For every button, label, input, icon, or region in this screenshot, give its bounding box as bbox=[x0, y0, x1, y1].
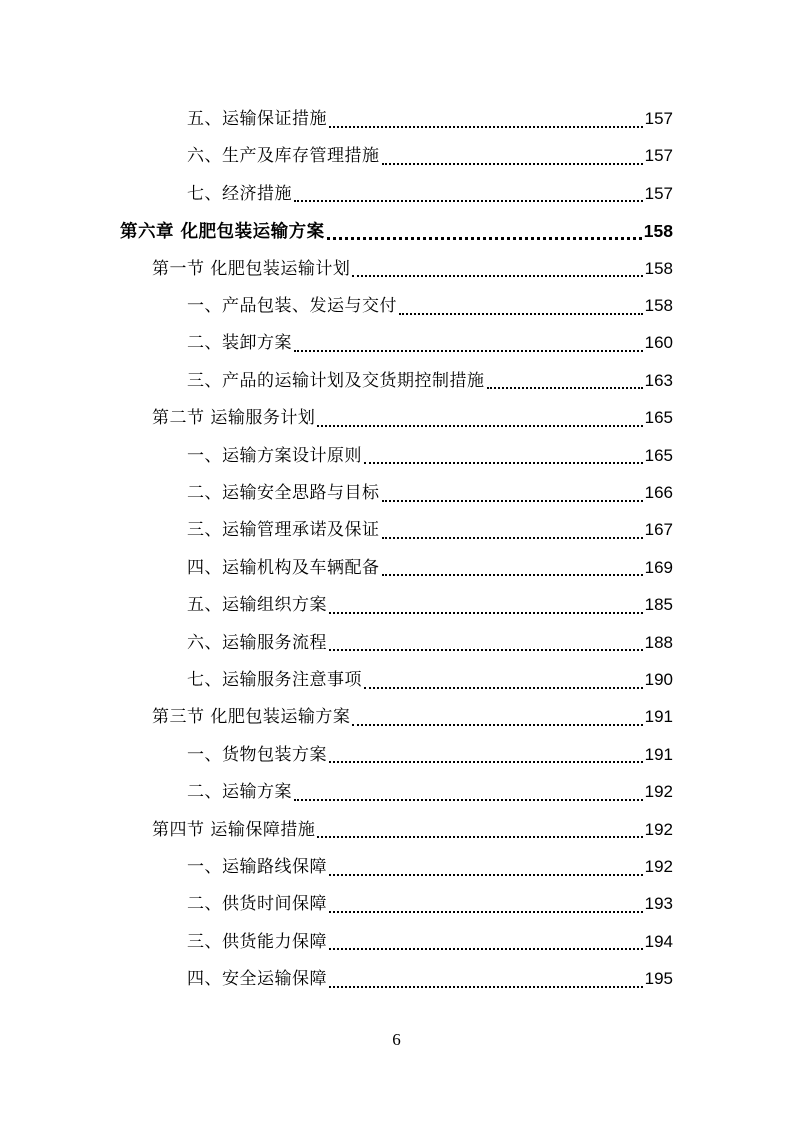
toc-item-entry[interactable] bbox=[187, 179, 673, 209]
toc-item-entry[interactable] bbox=[187, 628, 673, 658]
toc-entry-label: 二、供货时间保障 bbox=[187, 894, 327, 915]
toc-entry-page: 157 bbox=[644, 109, 673, 128]
toc-leader-dots bbox=[317, 424, 642, 427]
toc-leader-dots bbox=[329, 873, 643, 876]
toc-entry-label: 二、运输安全思路与目标 bbox=[187, 483, 380, 503]
toc-entry-label: 第六章 化肥包装运输方案 bbox=[120, 222, 325, 243]
toc-leader-dots bbox=[487, 386, 643, 389]
toc-entry-page: 185 bbox=[644, 595, 673, 615]
toc-item-entry[interactable] bbox=[187, 777, 673, 807]
toc-item-entry[interactable] bbox=[187, 590, 673, 620]
toc-item-entry[interactable] bbox=[187, 328, 673, 358]
toc-leader-dots bbox=[352, 723, 642, 726]
toc-entry-page: 188 bbox=[644, 632, 673, 652]
toc-item-entry[interactable] bbox=[187, 553, 673, 583]
toc-leader-dots bbox=[382, 536, 643, 539]
toc-entry-label: 五、运输组织方案 bbox=[187, 595, 327, 616]
toc-item-entry[interactable] bbox=[187, 740, 673, 770]
toc-entry-label: 一、运输方案设计原则 bbox=[187, 445, 362, 466]
toc-item-entry[interactable] bbox=[187, 852, 673, 882]
page-number: 6 bbox=[392, 1030, 401, 1049]
toc-section-entry[interactable] bbox=[152, 254, 673, 284]
toc-leader-dots bbox=[329, 760, 643, 763]
toc-entry-label: 一、货物包装方案 bbox=[187, 744, 327, 765]
toc-entry-label: 三、产品的运输计划及交货期控制措施 bbox=[187, 370, 485, 391]
toc-entry-page: 191 bbox=[644, 744, 673, 764]
toc-entry-label: 一、运输路线保障 bbox=[187, 857, 327, 877]
toc-entry-label: 七、运输服务注意事项 bbox=[187, 670, 362, 690]
toc-entry-page: 191 bbox=[644, 707, 673, 727]
toc-entry-label: 六、生产及库存管理措施 bbox=[187, 146, 380, 167]
toc-entry-label: 第一节 化肥包装运输计划 bbox=[152, 258, 351, 279]
toc-item-entry[interactable] bbox=[187, 141, 673, 171]
toc-leader-dots bbox=[294, 349, 643, 352]
toc-leader-dots bbox=[317, 835, 642, 838]
toc-entry-page: 166 bbox=[644, 483, 673, 502]
toc-leader-dots bbox=[364, 461, 643, 464]
toc-leader-dots bbox=[294, 199, 643, 202]
toc-entry-page: 165 bbox=[644, 408, 673, 428]
toc-item-entry[interactable] bbox=[187, 441, 673, 471]
toc-entry-page: 157 bbox=[644, 183, 673, 203]
toc-item-entry[interactable] bbox=[187, 889, 673, 919]
toc-leader-dots bbox=[382, 499, 643, 502]
toc-leader-dots bbox=[329, 648, 643, 651]
toc-entry-label: 二、装卸方案 bbox=[187, 333, 292, 354]
toc-leader-dots bbox=[327, 236, 642, 240]
toc-entry-page: 158 bbox=[643, 221, 673, 242]
toc-leader-dots bbox=[329, 611, 643, 614]
toc-entry-page: 163 bbox=[644, 370, 673, 390]
toc-leader-dots bbox=[352, 274, 642, 277]
toc-item-entry[interactable] bbox=[187, 104, 673, 134]
toc-leader-dots bbox=[329, 910, 643, 913]
toc-entry-label: 一、产品包装、发运与交付 bbox=[187, 296, 397, 316]
toc-entry-page: 158 bbox=[644, 258, 673, 278]
toc-entry-page: 190 bbox=[644, 670, 673, 689]
toc-entry-page: 194 bbox=[644, 931, 673, 951]
toc-entry-label: 七、经济措施 bbox=[187, 183, 292, 204]
toc-leader-dots bbox=[329, 125, 643, 128]
toc-entry-label: 第四节 运输保障措施 bbox=[152, 819, 316, 840]
toc-entry-label: 五、运输保证措施 bbox=[187, 109, 327, 129]
toc-leader-dots bbox=[294, 798, 643, 801]
toc-leader-dots bbox=[329, 985, 643, 988]
toc-leader-dots bbox=[399, 312, 643, 315]
toc-entry-label: 三、运输管理承诺及保证 bbox=[187, 520, 380, 541]
toc-leader-dots bbox=[329, 947, 643, 950]
toc-entry-page: 158 bbox=[644, 296, 673, 315]
toc-item-entry[interactable] bbox=[187, 478, 673, 508]
toc-entry-label: 四、安全运输保障 bbox=[187, 969, 327, 990]
toc-entry-label: 三、供货能力保障 bbox=[187, 931, 327, 952]
toc-entry-page: 157 bbox=[644, 146, 673, 166]
toc-leader-dots bbox=[382, 162, 643, 165]
toc-item-entry[interactable] bbox=[187, 927, 673, 957]
toc-entry-page: 169 bbox=[644, 557, 673, 577]
toc-item-entry[interactable] bbox=[187, 515, 673, 545]
toc-entry-label: 四、运输机构及车辆配备 bbox=[187, 557, 380, 578]
toc-item-entry[interactable] bbox=[187, 291, 673, 321]
toc-entry-page: 192 bbox=[644, 819, 673, 839]
toc-item-entry[interactable] bbox=[187, 366, 673, 396]
toc-entry-label: 六、运输服务流程 bbox=[187, 632, 327, 653]
toc-entry-label: 第三节 化肥包装运输方案 bbox=[152, 707, 351, 728]
toc-section-entry[interactable] bbox=[152, 403, 673, 433]
toc-section-entry[interactable] bbox=[152, 702, 673, 732]
toc-entry-page: 167 bbox=[644, 520, 673, 540]
toc-leader-dots bbox=[364, 686, 643, 689]
toc-entry-label: 第二节 运输服务计划 bbox=[152, 408, 316, 429]
toc-entry-page: 192 bbox=[644, 782, 673, 802]
toc-entry-page: 193 bbox=[644, 894, 673, 914]
toc-leader-dots bbox=[382, 573, 643, 576]
toc-entry-page: 165 bbox=[644, 445, 673, 465]
toc-entry-page: 195 bbox=[644, 969, 673, 989]
toc-item-entry[interactable] bbox=[187, 665, 673, 695]
toc-entry-page: 160 bbox=[644, 333, 673, 353]
toc-item-entry[interactable] bbox=[187, 964, 673, 994]
toc-entry-page: 192 bbox=[644, 857, 673, 876]
toc-entry-label: 二、运输方案 bbox=[187, 782, 292, 803]
toc-chapter-entry[interactable] bbox=[120, 216, 673, 246]
toc-section-entry[interactable] bbox=[152, 815, 673, 845]
